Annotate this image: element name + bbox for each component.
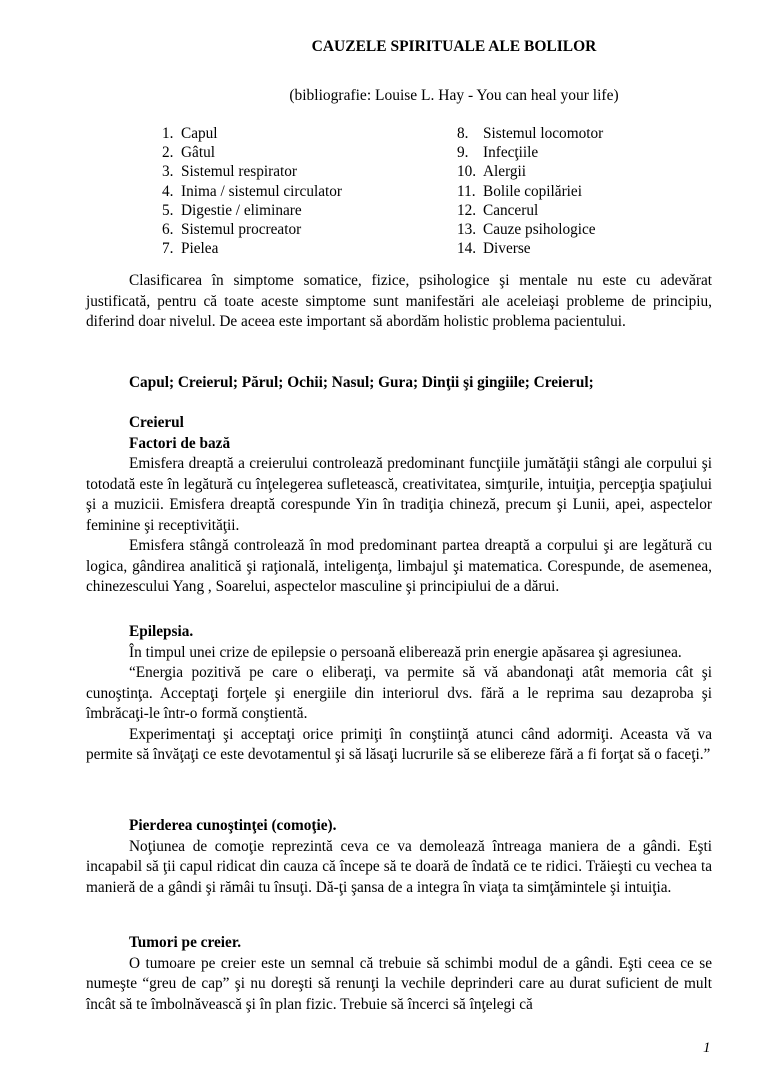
creierul-section xyxy=(86,413,712,598)
page-number: 1 xyxy=(703,1040,711,1056)
creierul-subheading: Factori de bază xyxy=(129,434,231,452)
document-title: CAUZELE SPIRITUALE ALE BOLILOR xyxy=(311,38,597,55)
toc-item: 14. Diverse xyxy=(457,240,531,258)
comotie-section xyxy=(86,816,712,898)
toc-left-column xyxy=(162,124,342,258)
intro-paragraph: Clasificarea în simptome somatice, fizice, psihologice şi mentale nu este cu adevărat justificată, pentru că toate aceste simptome sunt manifestări ale aceleiaşi probleme de principiu, diferind doar nivelul. De aceea este important să abordăm holistic problema pacientului. xyxy=(86,272,712,330)
toc-item: 4. Inima / sistemul circulator xyxy=(162,182,342,200)
toc-item: 8. Sistemul locomotor xyxy=(457,125,604,142)
toc-item: 10. Alergii xyxy=(457,163,527,181)
comotie-heading: Pierderea cunoştinţei (comoţie). xyxy=(129,817,337,834)
tumori-paragraph: O tumoare pe creier este un semnal că trebuie să schimbi modul de a gândi. Eşti ceea ce se numeşte “greu de cap” şi nu doreşti să renunţi la vechile deprinderi care au durat suficient de mult încât să te îmbolnăvească şi în plan fizic. Trebuie să încerci să înţelegi că xyxy=(86,954,712,1013)
tumori-heading: Tumori pe creier. xyxy=(129,934,242,951)
toc-item: 11. Bolile copilăriei xyxy=(457,182,582,200)
toc-item: 1. Capul xyxy=(162,125,218,142)
tumori-section xyxy=(86,933,712,1015)
creierul-paragraph: Emisfera dreaptă a creierului controlează predominant funcţiile jumătăţii stângi ale corpului şi totodată este în legătură cu înţelegerea sufletească, creativitatea, simţurile, intuiţia, percepţia spaţiului şi a muzicii. Emisfera dreaptă corespunde Yin în tradiţia chineză, precum şi Lunii, apei, aspectelor feminine şi receptivităţii. xyxy=(86,455,712,534)
epilepsia-paragraph: În timpul unei crize de epilepsie o persoană eliberează prin energie apăsarea şi agresiunea. xyxy=(129,643,682,661)
toc-item: 5. Digestie / eliminare xyxy=(162,201,302,219)
toc-item: 6. Sistemul procreator xyxy=(162,220,302,238)
toc-item: 12. Cancerul xyxy=(457,201,539,219)
epilepsia-paragraph: “Energia pozitivă pe care o eliberaţi, va permite să vă abandonaţi atât memoria cât şi cunoştinţa. Acceptaţi forţele şi energiile din interiorul dvs. fără a le reprima sau dezaproba şi îmbrăcaţi-le într-o formă conştientă. xyxy=(86,664,712,722)
creierul-paragraph: Emisfera stângă controlează în mod predominant partea dreaptă a corpului şi are legătură cu logica, gândirea analitică şi raţională, inteligenţa, limbajul şi matematica. Corespunde, de asemenea, chinezescului Yang , Soarelui, aspectelor masculine şi principiului de a dărui. xyxy=(86,537,712,595)
toc-item: 13. Cauze psihologice xyxy=(457,220,596,238)
toc-item: 2. Gâtul xyxy=(162,144,215,162)
toc-item: 3. Sistemul respirator xyxy=(162,163,297,181)
document-subtitle: (bibliografie: Louise L. Hay - You can heal your life) xyxy=(289,87,619,104)
epilepsia-section xyxy=(86,622,712,766)
head-section-heading: Capul; Creierul; Părul; Ochii; Nasul; Gura; Dinţii şi gingiile; Creierul; xyxy=(129,374,594,391)
toc-item: 7. Pielea xyxy=(162,240,219,258)
epilepsia-paragraph: Experimentaţi şi acceptaţi orice primiţi în conştiinţă atunci când adormiţi. Aceasta vă va permite să învăţaţi ce este devotamentul şi să lăsaţi lucrurile să se elibereze fără a fi forţat să o faceţi.” xyxy=(86,725,712,763)
toc-right-column xyxy=(457,124,603,258)
epilepsia-heading: Epilepsia. xyxy=(129,623,194,640)
creierul-heading: Creierul xyxy=(129,414,184,431)
comotie-paragraph: Noţiunea de comoţie reprezintă ceva ce va demolează întreaga maniera de a gândi. Eşti incapabil să ţii capul ridicat din cauza că începe să te doară de îndată ce te ridici. Trăieşti cu vechea ta manieră de a gândi şi rămâi tu însuţi. Dă-ţi şansa de a integra în viaţa ta simţămintele şi intuiţia. xyxy=(86,837,712,896)
toc-item: 9. Infecţiile xyxy=(457,144,539,162)
